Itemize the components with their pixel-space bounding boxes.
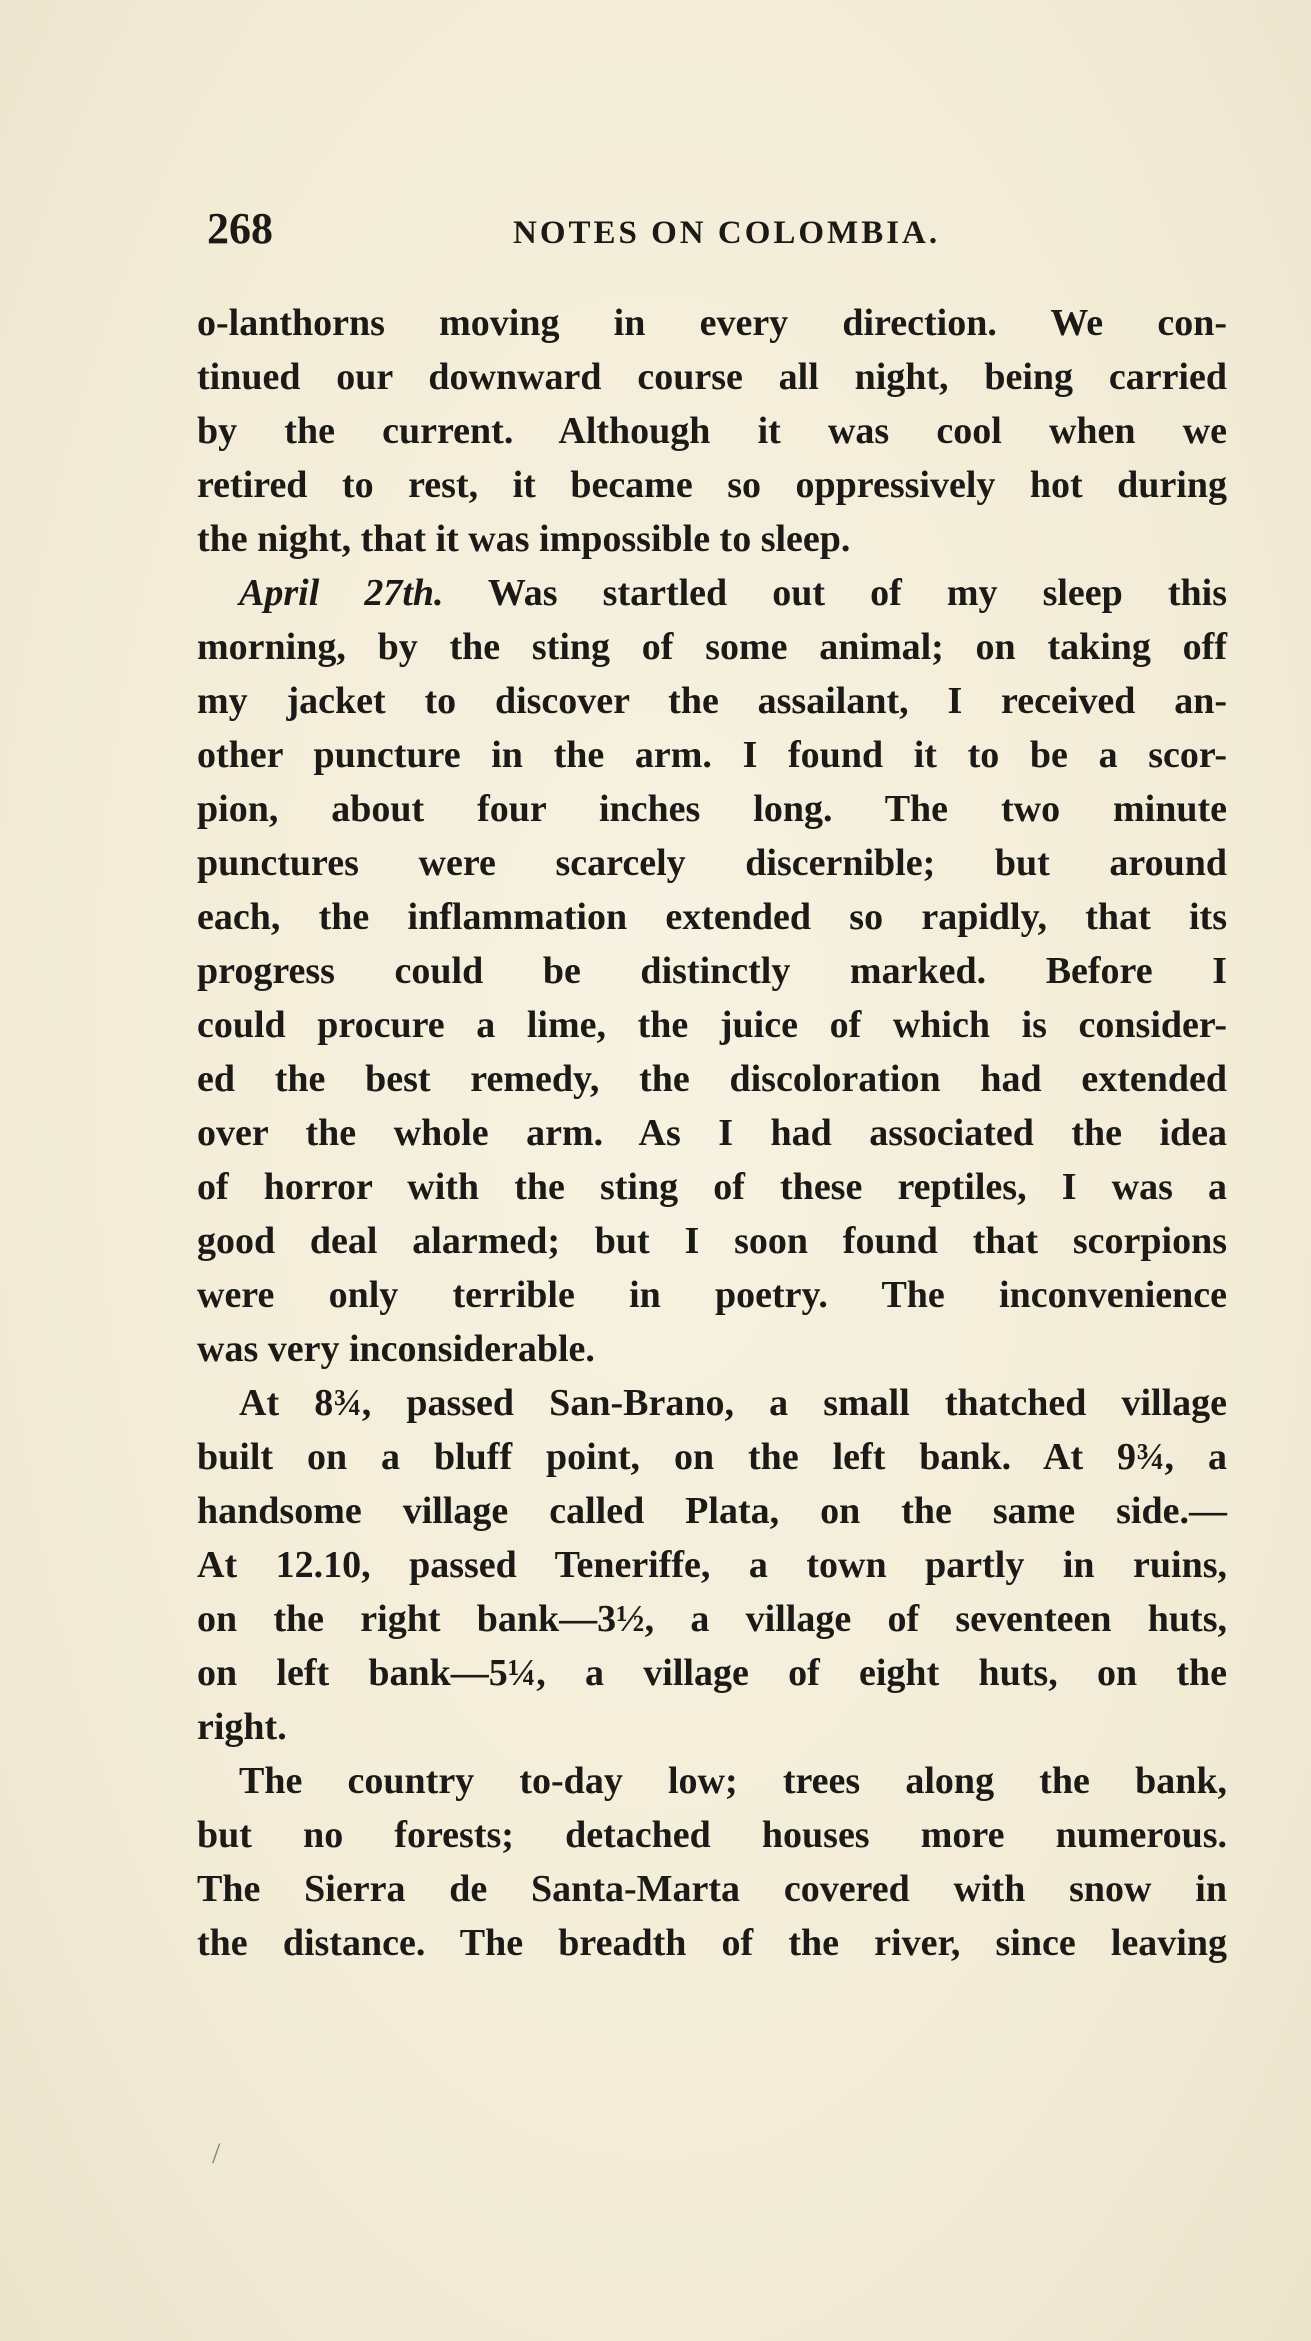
text-line: built on a bluff point, on the left bank. At 9¾, a bbox=[197, 1436, 1227, 1478]
paragraph bbox=[197, 566, 1227, 1376]
text-line: by the current. Although it was cool when we bbox=[197, 410, 1227, 452]
running-head: NOTES ON COLOMBIA. bbox=[513, 215, 941, 251]
text-line: my jacket to discover the assailant, I received an- bbox=[197, 680, 1227, 722]
text-line: The Sierra de Santa-Marta covered with snow in bbox=[197, 1868, 1227, 1910]
text-line: other puncture in the arm. I found it to be a scor- bbox=[197, 734, 1227, 776]
text-line: punctures were scarcely discernible; but around bbox=[197, 842, 1227, 884]
paragraph bbox=[197, 296, 1227, 566]
text-line: on left bank—5¼, a village of eight huts, on the bbox=[197, 1652, 1227, 1694]
paragraph bbox=[197, 1376, 1227, 1754]
text-line: o-lanthorns moving in every direction. We con- bbox=[197, 302, 1227, 344]
text-line: of horror with the sting of these reptiles, I was a bbox=[197, 1166, 1227, 1208]
text-line: good deal alarmed; but I soon found that scorpions bbox=[197, 1220, 1227, 1262]
text-line: could procure a lime, the juice of which is consider- bbox=[197, 1004, 1227, 1046]
text-line: progress could be distinctly marked. Before I bbox=[197, 950, 1227, 992]
text-line: were only terrible in poetry. The inconvenience bbox=[197, 1274, 1227, 1316]
text-line: right. bbox=[197, 1706, 287, 1748]
text-line bbox=[197, 566, 1227, 620]
text-line: the distance. The breadth of the river, since leaving bbox=[197, 1922, 1227, 1964]
text-line: but no forests; detached houses more numerous. bbox=[197, 1814, 1227, 1856]
text-line: retired to rest, it became so oppressively hot during bbox=[197, 464, 1227, 506]
text-line: over the whole arm. As I had associated the idea bbox=[197, 1112, 1227, 1154]
page-number: 268 bbox=[207, 204, 273, 253]
text-line: the night, that it was impossible to sleep. bbox=[197, 518, 851, 560]
text-line: morning, by the sting of some animal; on taking off bbox=[197, 626, 1227, 668]
text-line: ed the best remedy, the discoloration had extended bbox=[197, 1058, 1227, 1100]
text-line: At 12.10, passed Teneriffe, a town partly in ruins, bbox=[197, 1544, 1227, 1586]
text-line: tinued our downward course all night, being carried bbox=[197, 356, 1227, 398]
text-line: At 8¾, passed San-Brano, a small thatched village bbox=[239, 1382, 1227, 1424]
paragraph bbox=[197, 1754, 1227, 1970]
text-line: each, the inflammation extended so rapidly, that its bbox=[197, 896, 1227, 938]
text-line: The country to-day low; trees along the bank, bbox=[239, 1760, 1227, 1802]
page-header bbox=[197, 203, 1227, 263]
text-line: pion, about four inches long. The two minute bbox=[197, 788, 1227, 830]
entry-date: April 27th. bbox=[239, 572, 444, 614]
text-line: handsome village called Plata, on the same side.— bbox=[197, 1490, 1227, 1532]
text-line: was very inconsiderable. bbox=[197, 1328, 595, 1370]
text-line: on the right bank—3½, a village of seventeen huts, bbox=[197, 1598, 1227, 1640]
text-segment: Was startled out of my sleep this bbox=[443, 572, 1227, 614]
body-text bbox=[197, 296, 1227, 1970]
stray-pencil-mark: / bbox=[212, 2137, 221, 2170]
